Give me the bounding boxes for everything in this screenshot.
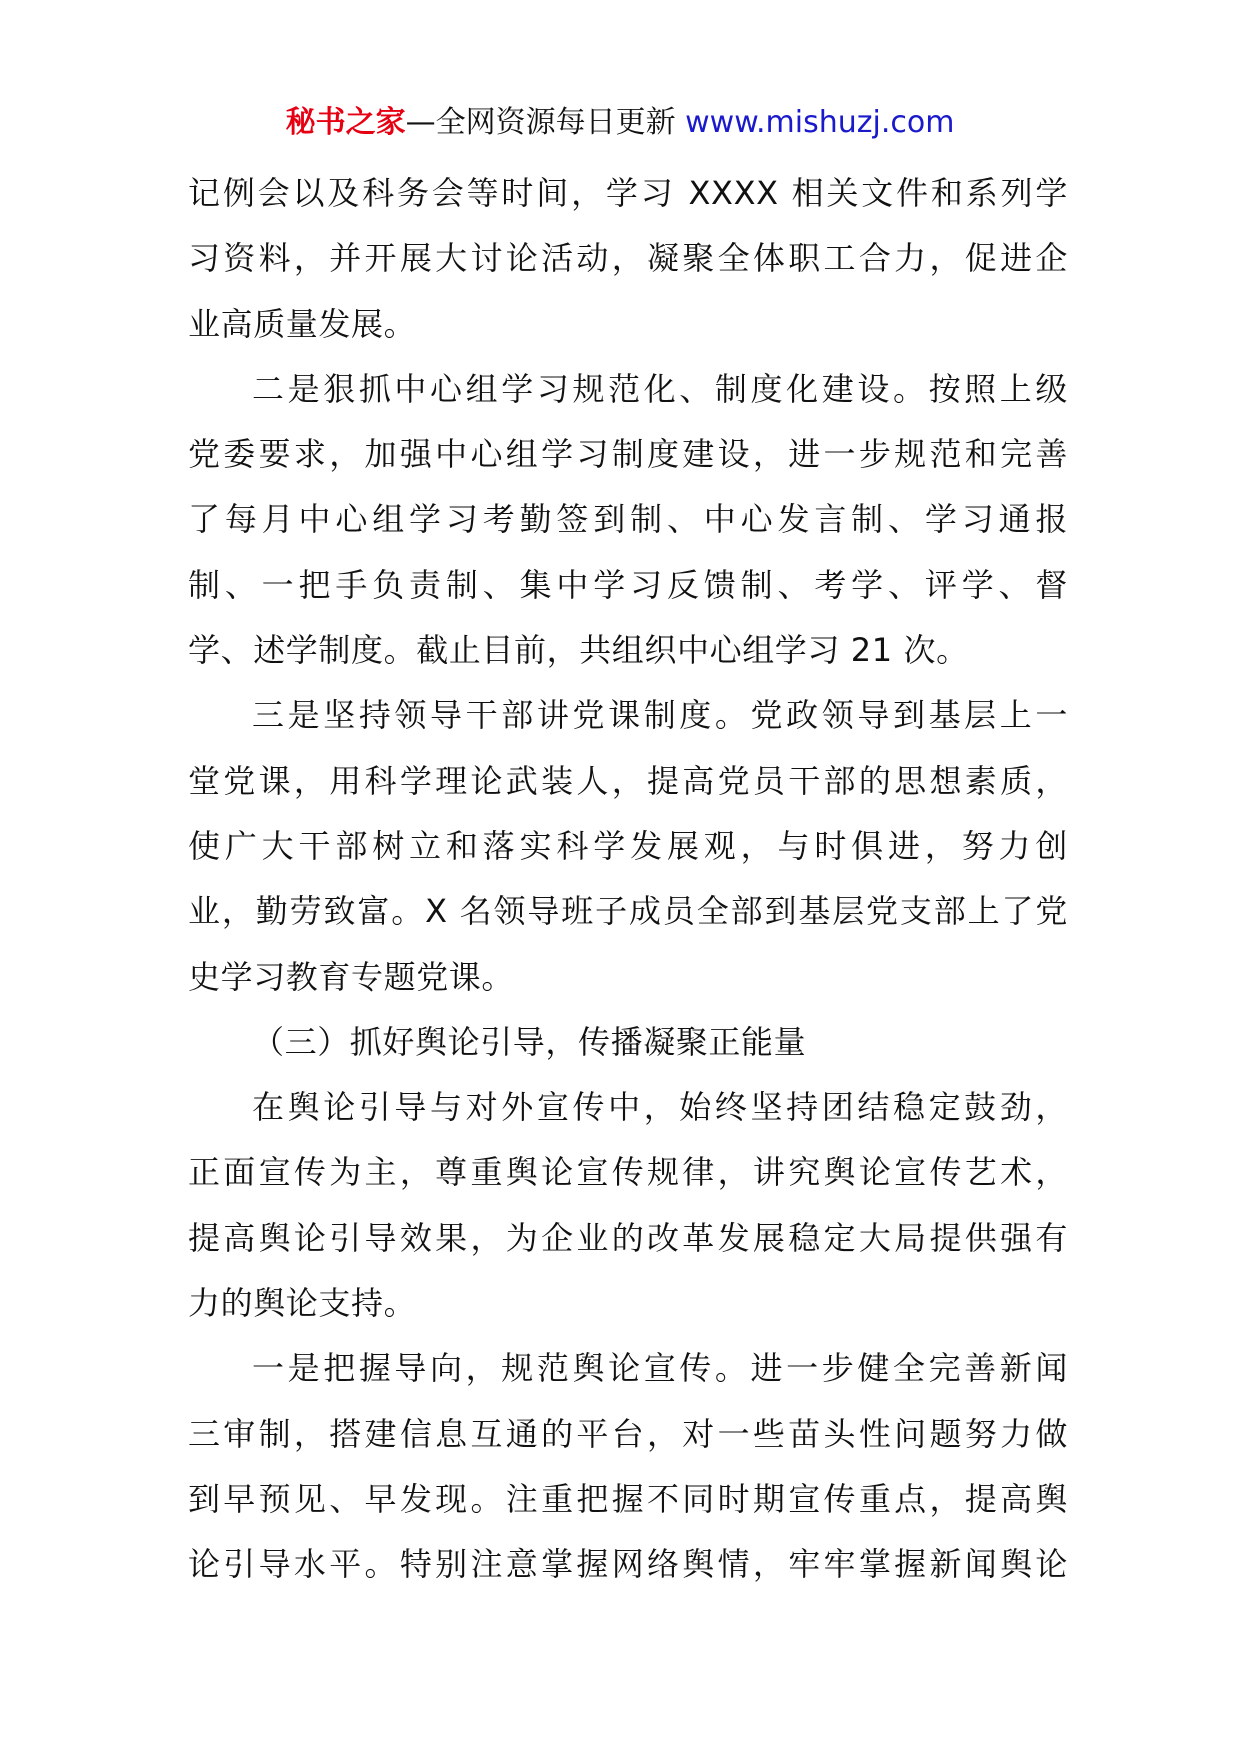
text-line: 力的舆论支持。 xyxy=(188,1284,417,1323)
brand-name: 秘书之家 xyxy=(285,105,406,140)
text-line: 在舆论引导与对外宣传中，始终坚持团结稳定鼓劲， xyxy=(252,1088,1068,1127)
page-header xyxy=(0,100,1240,146)
text-line: 史学习教育专题党课。 xyxy=(188,957,515,996)
text-line: 三是坚持领导干部讲党课制度。党政领导到基层上一 xyxy=(252,696,1068,735)
text-line: 堂党课，用科学理论武装人，提高党员干部的思想素质， xyxy=(188,761,1068,800)
text-line: 业，勤劳致富。X 名领导班子成员全部到基层党支部上了党 xyxy=(188,892,1068,931)
text-line: 使广大干部树立和落实科学发展观，与时俱进，努力创 xyxy=(188,826,1068,865)
text-line: 制、一把手负责制、集中学习反馈制、考学、评学、督 xyxy=(188,565,1068,604)
text-line: 记例会以及科务会等时间，学习 XXXX 相关文件和系列学 xyxy=(188,174,1068,212)
text-line: 业高质量发展。 xyxy=(188,304,417,343)
document-body xyxy=(188,161,1068,1598)
text-line: 了每月中心组学习考勤签到制、中心发言制、学习通报 xyxy=(188,500,1068,539)
text-line: 一是把握导向，规范舆论宣传。进一步健全完善新闻 xyxy=(252,1349,1068,1388)
text-line: 习资料，并开展大讨论活动，凝聚全体职工合力，促进企 xyxy=(188,239,1068,278)
text-line: 党委要求，加强中心组学习制度建设，进一步规范和完善 xyxy=(188,435,1068,474)
website-link[interactable]: www.mishuzj.com xyxy=(685,105,955,140)
text-line: （三）抓好舆论引导，传播凝聚正能量 xyxy=(252,1022,807,1061)
text-line: 到早预见、早发现。注重把握不同时期宣传重点，提高舆 xyxy=(188,1479,1068,1518)
text-line: 正面宣传为主，尊重舆论宣传规律，讲究舆论宣传艺术， xyxy=(188,1153,1068,1192)
text-line: 二是狠抓中心组学习规范化、制度化建设。按照上级 xyxy=(252,369,1068,408)
text-line: 论引导水平。特别注意掌握网络舆情，牢牢掌握新闻舆论 xyxy=(188,1545,1068,1584)
text-line: 学、述学制度。截止目前，共组织中心组学习 21 次。 xyxy=(188,631,969,670)
text-line: 提高舆论引导效果，为企业的改革发展稳定大局提供强有 xyxy=(188,1218,1068,1257)
text-line: 三审制，搭建信息互通的平台，对一些苗头性问题努力做 xyxy=(188,1414,1068,1453)
header-tagline: —全网资源每日更新 xyxy=(405,105,676,140)
